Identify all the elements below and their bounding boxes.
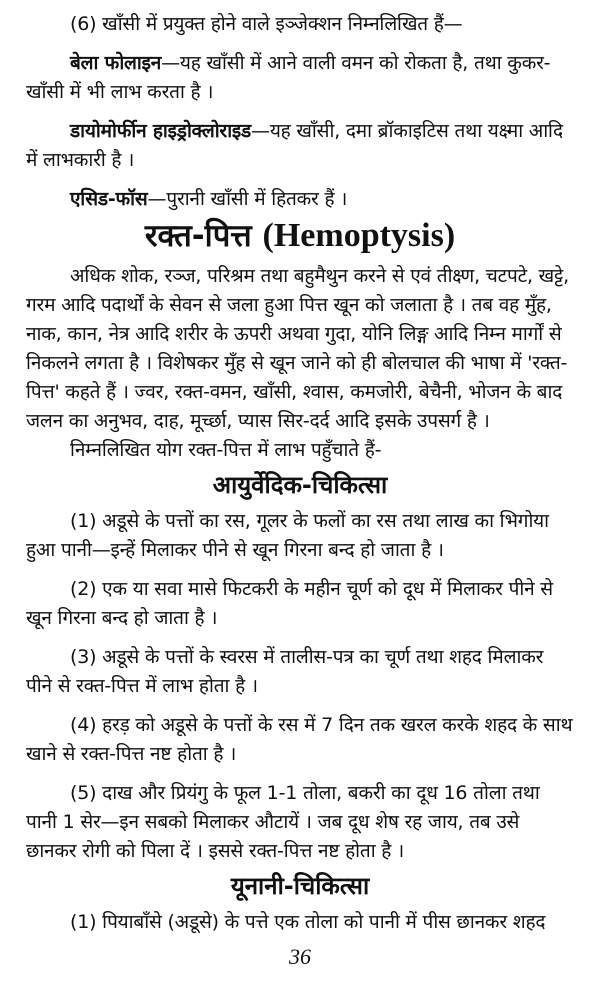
remedy-item: (1) पियाबाँसे (अडूसे) के पत्ते एक तोला को पानी में पीस छानकर शहद xyxy=(70,911,546,933)
page-number: 36 xyxy=(289,944,311,969)
injection-item xyxy=(26,117,574,175)
remedy-item: (5) दाख और प्रियंगु के फूल 1-1 तोला, बकरी का दूध 16 तोला तथा पानी 1 सेर—इन सबको मिलाकर औटायें । जब दूध शेष रह जाय, तब उसे छानकर रोगी को पिला दें । इससे रक्त-पित्त नष्ट होता है । xyxy=(26,782,540,862)
remedy-item: (4) हरड़ को अडूसे के पत्तों के रस में 7 दिन तक खरल करके शहद के साथ खाने से रक्त-पित्त नष्ट होता है । xyxy=(26,714,573,765)
injection-desc: —पुरानी खाँसी में हितकर हैं । xyxy=(147,188,348,210)
injection-intro: (6) खाँसी में प्रयुक्त होने वाले इञ्जेक्शन निम्नलिखित हैं— xyxy=(70,13,463,35)
section-lead-in: निम्नलिखित योग रक्त-पित्त में लाभ पहुँचाते हैं- xyxy=(70,439,382,461)
section-title-latin: (Hemoptysis) xyxy=(262,217,456,254)
unani-heading: यूनानी-चिकित्सा xyxy=(230,872,370,900)
injection-name: एसिड-फॉस xyxy=(70,188,148,210)
injection-desc: —यह खाँसी में आने वाली वमन को रोकता है, तथा कुकर-खाँसी में भी लाभ करता है । xyxy=(26,52,551,103)
injection-item xyxy=(26,49,574,107)
section-paragraph: अधिक शोक, रञ्ज, परिश्रम तथा बहुमैथुन करने से एवं तीक्ष्ण, चटपटे, खट्टे, गरम आदि पदार्थों के सेवन से जला हुआ पित्त खून को जलाता है । तब वह मुँह, नाक, कान, नेत्र आदि शरीर के ऊपरी अथवा गुदा, योनि लिङ्ग आदि निम्न मार्गों से निकलने लगता है । विशेषकर मुँह से खून जाने को ही बोलचाल की भाषा में 'रक्त-पित्त' कहते हैं । ज्वर, रक्त-वमन, खाँसी, श्वास, कमजोरी, बेचैनी, भोजन के बाद जलन का अनुभव, दाह, मूर्च्छा, प्यास सिर-दर्द आदि इसके उपसर्ग है । xyxy=(26,265,569,432)
remedy-item: (2) एक या सवा मासे फिटकरी के महीन चूर्ण को दूध में मिलाकर पीने से खून गिरना बन्द हो जाता है । xyxy=(26,578,553,629)
injection-item xyxy=(26,185,574,214)
injection-desc: —यह खाँसी, दमा ब्रॉकाइटिस तथा यक्ष्मा आदि में लाभकारी है । xyxy=(26,120,563,171)
ayurvedic-heading: आयुर्वेदिक-चिकित्सा xyxy=(212,471,388,499)
injection-name: डायोमोर्फीन हाइड्रोक्लोराइड xyxy=(70,120,252,142)
section-title-hindi: रक्त-पित्त xyxy=(144,218,252,254)
remedy-item: (1) अडूसे के पत्तों का रस, गूलर के फलों का रस तथा लाख का भिगोया हुआ पानी—इन्हें मिलाकर पीने से खून गिरना बन्द हो जाता है । xyxy=(26,510,549,561)
injection-name: बेला फोलाइन xyxy=(70,52,162,74)
remedy-item: (3) अडूसे के पत्तों के स्वरस में तालीस-पत्र का चूर्ण तथा शहद मिलाकर पीने से रक्त-पित्त में लाभ होता है । xyxy=(26,646,544,697)
section-title xyxy=(26,216,574,256)
